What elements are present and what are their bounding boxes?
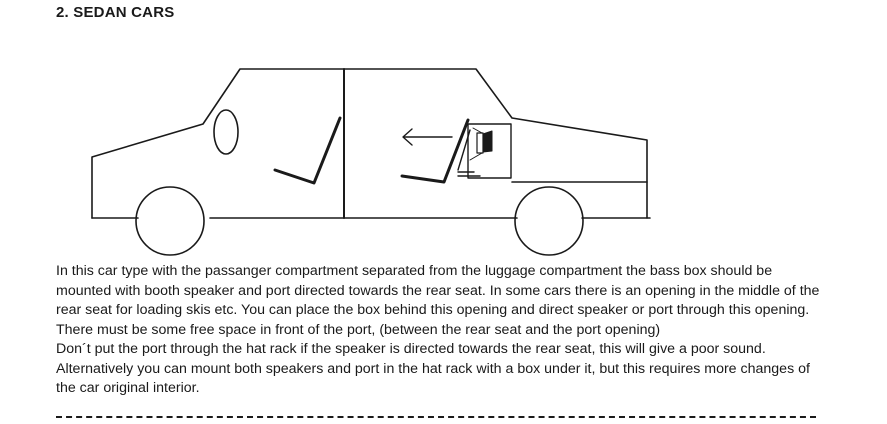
body-paragraph-1: In this car type with the passanger compartment separated from the luggage compartment the bass box should be mounted with booth speaker and port directed towards the rear seat. In some cars there is an opening in the middle of the rear seat for loading skis etc. You can place the box behind this opening and direct speaker or port through this opening. There must be some free space in front of the port, (between the rear seat and the port opening) bbox=[56, 263, 820, 338]
body-paragraph-2: Don´t put the port through the hat rack if the speaker is directed towards the rear seat, this will give a poor sound. Alternatively you can mount both speakers and port in the hat rack with a box under it, but this requires more changes of the car original interior. bbox=[56, 341, 810, 396]
speaker-icon bbox=[477, 133, 483, 153]
dashed-separator bbox=[56, 416, 816, 418]
front-wheel bbox=[136, 187, 204, 255]
speaker-brace-2 bbox=[470, 153, 482, 160]
rear-wheel bbox=[515, 187, 583, 255]
car-body-outline bbox=[92, 69, 647, 218]
section-heading: 2. SEDAN CARS bbox=[56, 4, 175, 21]
side-mirror bbox=[214, 110, 238, 154]
speaker-brace bbox=[473, 128, 482, 133]
speaker-cone bbox=[483, 131, 492, 152]
front-seat bbox=[275, 118, 340, 183]
body-text bbox=[56, 262, 826, 399]
